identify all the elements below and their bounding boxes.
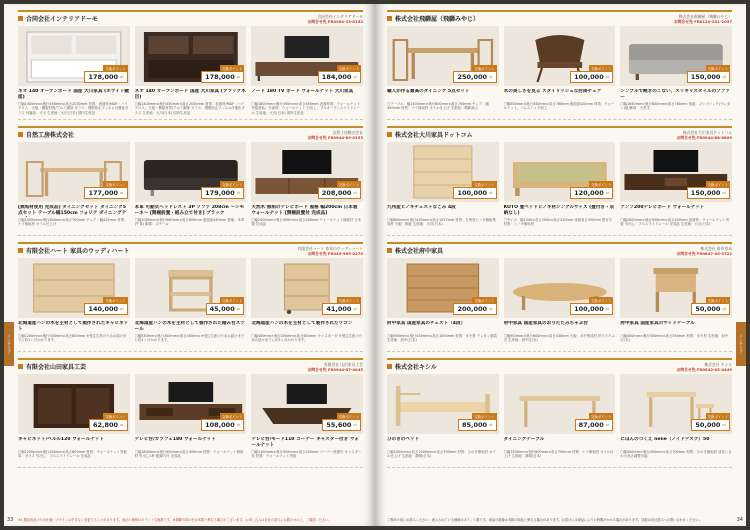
product-row: [18, 142, 363, 231]
product-name[interactable]: ネオ 140 オープンボード 国産 大川家具 (ブラック木目): [134, 89, 246, 100]
product-photo[interactable]: [18, 142, 130, 202]
point-label: 交換ポイント: [707, 67, 729, 71]
price-badge: [687, 187, 730, 199]
product-spec: □幅1400mm×奥行450mm×高さ2030mm 材質：表面材/MDF・ハイグロス、天板・側板材質/アルミ脚部 ガラス：飛散防止フィルム付強化ガラス 生産地：大川(日本) 国内生産品: [134, 102, 245, 115]
product-name[interactable]: ネオ 140 オープンボード 国産 大川家具 (ホワイト鏡面): [18, 89, 130, 100]
product-card[interactable]: [620, 142, 732, 231]
price-value: 178,000: [88, 73, 119, 81]
product-row: [387, 26, 732, 115]
product-name[interactable]: テレビ台/モード110 コーナー キャスター付き ウォールナット: [251, 437, 359, 448]
product-name[interactable]: 天然木 無垢のテレビボード 風格 幅200cm 日本製 ウォールナット [開梱設置付 完成品]: [251, 205, 358, 216]
pt-unit: pt: [489, 307, 493, 311]
product-name[interactable]: 府中家具 国産家具のチェスト（4段）: [387, 321, 466, 326]
product-spec: □幅1500mm×奥行800mm×高さ700mm チェア：幅435mm 材質：ナラ無垢材 オイル仕上げ: [18, 218, 128, 227]
page-number: 33: [7, 517, 14, 523]
pt-unit: pt: [353, 307, 358, 311]
bullet-icon: [387, 364, 392, 369]
vendor-title: [387, 130, 473, 139]
left-page: [4, 4, 375, 526]
point-label: 交換ポイント: [105, 183, 126, 187]
price-badge: [453, 71, 496, 83]
product-spec: □幅900mm×奥行600mm×高さ330mm 天板：タモ集成材 折りたたみ式 生産地：府中(日本): [503, 334, 615, 343]
vendor-title: [387, 14, 479, 23]
product-photo[interactable]: [135, 26, 247, 86]
pt-unit: pt: [353, 75, 358, 79]
point-label: 交換ポイント: [105, 299, 126, 303]
price-value: 179,000: [205, 189, 235, 197]
product-card[interactable]: [504, 374, 616, 463]
point-label: 交換ポイント: [591, 299, 612, 303]
product-card[interactable]: [251, 258, 363, 347]
product-photo[interactable]: [387, 258, 499, 318]
section-header: [18, 358, 363, 374]
product-name[interactable]: 北海道産ハンの木を主材として製作されたキャビネット: [18, 321, 129, 332]
product-spec: □幅1400mm×奥行450mm×高さ2030mm 材質：表面材/MDF・ハイグロス、天板・側板材質/アルミ脚部 ガラス：飛散防止フィルム付強化ガラス 付属品：ダボ 生産地：大川(日本) 国内生産品: [18, 102, 129, 115]
price-badge: [458, 419, 497, 431]
price-badge: [201, 419, 244, 431]
product-photo[interactable]: [251, 258, 363, 318]
point-label: 交換ポイント: [591, 183, 612, 187]
pt-unit: pt: [353, 423, 358, 427]
vendor-name: 有限会社山田家具工芸: [26, 364, 87, 371]
pt-unit: pt: [489, 191, 493, 195]
price-value: 120,000: [574, 189, 604, 197]
pt-unit: pt: [605, 75, 610, 79]
price-badge: [201, 71, 244, 83]
price-value: 250,000: [457, 73, 488, 81]
product-spec: □幅2000mm×奥行450mm×高さ420mm 表面材：ウォールナット突板 引出し：フルスライドレール 完成品 生産地：大川(日本): [620, 218, 730, 227]
point-label: 交換ポイント: [707, 183, 729, 187]
section-header: [387, 242, 732, 258]
product-row: [387, 258, 732, 347]
price-badge: [575, 419, 614, 431]
product-photo[interactable]: [620, 142, 732, 202]
price-value: 62,800: [92, 421, 119, 429]
product-spec: □幅800mm×奥行445mm×高さ1027mm 材質：九州産ヒノキ無垢集成材 天板：桐板 生産地：大川(日本): [387, 218, 496, 227]
pt-unit: pt: [236, 75, 241, 79]
point-label: 交換ポイント: [474, 299, 495, 303]
product-name[interactable]: アンソ200テレビボード ウォールナット: [620, 205, 705, 210]
product-card[interactable]: [620, 26, 732, 115]
product-name[interactable]: にほんのつくえ nene（ノイドデスク）50: [620, 437, 710, 442]
product-photo[interactable]: [504, 142, 616, 202]
page-number: 34: [736, 517, 743, 523]
product-card[interactable]: [504, 258, 616, 347]
product-spec: □幅900mm×奥行450mm×高さ1050mm 材質：タモ材 ウレタン塗装 生産地：府中(日本): [387, 334, 497, 343]
product-spec: □幅400mm×奥行300mm×高さ650mm キャスター付 ※受注生産のためお届けまでに約1ヶ月かかります。: [251, 334, 363, 343]
product-spec: □幅1200mm×奥行500mm×高さ850mm ※受注生産のためお届けまでに約1ヶ月かかります。: [18, 334, 127, 343]
price-badge: [318, 71, 361, 83]
price-value: 200,000: [457, 305, 488, 313]
vendor-phone: お問合せ先 FR0564-33-0152: [307, 19, 363, 24]
product-card[interactable]: [387, 374, 499, 463]
price-badge: [691, 419, 730, 431]
product-name[interactable]: 北海道産ハンの木を主材として製作されたワゴン: [251, 321, 353, 326]
product-photo[interactable]: [251, 26, 363, 86]
product-photo[interactable]: [18, 26, 130, 86]
price-badge: [318, 187, 361, 199]
product-name[interactable]: テレビ台/カラフェ180 ウォールナット: [134, 437, 216, 442]
price-value: 140,000: [88, 305, 119, 313]
price-badge: [687, 71, 730, 83]
product-photo[interactable]: [135, 374, 247, 434]
product-photo[interactable]: [18, 258, 130, 318]
product-card[interactable]: [387, 258, 499, 347]
product-spec: □幅550mm×奥行540mm×高さ760mm 座面高420mm 材質：ウォールナット、ノムストップ加工: [503, 102, 615, 111]
point-label: 交換ポイント: [222, 67, 243, 71]
vendor-meta-name: 株式会社 府中家具: [700, 246, 732, 251]
point-label: 交換ポイント: [474, 415, 495, 419]
price-value: 184,000: [321, 73, 352, 81]
vendor-meta-name: 株式会社 キシル: [704, 362, 732, 367]
product-photo[interactable]: [135, 258, 247, 318]
product-spec: □幅2000mm×奥行450mm×高さ400mm ウォールナット無垢材 日本製 完成品: [251, 218, 362, 227]
footer-note: ※1 製品改良のため仕様・デザインは予告なく変更することがあります。表記の価格はポイント交換数です。※掲載写真の色は実際と異なる場合がございます。お申し込みは各社の窓口にお問合せの上、ご確認ください。: [18, 517, 332, 522]
vendor-title: [18, 14, 98, 23]
pt-unit: pt: [722, 307, 727, 311]
vendor-title: [387, 246, 443, 255]
product-photo[interactable]: [387, 374, 499, 434]
price-badge: [570, 71, 613, 83]
product-name[interactable]: ダイニングテーブル: [503, 437, 545, 442]
product-card[interactable]: [251, 26, 363, 115]
vendor-phone: お問合せ先 FR0542-05-4449: [676, 367, 732, 372]
vendor-name: 株式会社大川家具ドットコム: [395, 132, 473, 139]
price-value: 55,600: [326, 421, 352, 429]
vendor-name: 株式会社飛騨屋（飛騨みやじ）: [395, 16, 480, 23]
vendor-section: [387, 358, 732, 468]
vendor-phone: お問合せ先 FR0944-47-4045: [307, 367, 363, 372]
bullet-icon: [18, 16, 23, 21]
footer-note: ご利用の前にお読みください：表示されている価格はポイント数です。商品の画像は実際の商品と異なる場合があります。お届けには商品によりお時間がかかる場合があります。詳細は各社窓口へお問い合わせください。: [387, 517, 702, 522]
point-label: 交換ポイント: [222, 183, 243, 187]
product-spec: □幅450mm×奥行350mm×高さ550mm 材質：タモ材 生産地：府中(日本): [620, 334, 729, 343]
product-spec: □幅2080mm×奥行960mm×高さ800mm 座面高440mm 張地：本革(牛革) 脚部：スチール: [134, 218, 245, 227]
catalog-spread: [4, 4, 746, 526]
price-value: 100,000: [574, 305, 604, 313]
product-card[interactable]: [620, 374, 732, 463]
vendor-phone: お問合せ先 FR045-985-0275: [307, 251, 363, 256]
price-value: 150,000: [690, 189, 721, 197]
vendor-section: [18, 242, 363, 352]
price-value: 87,000: [578, 421, 604, 429]
bullet-icon: [18, 364, 23, 369]
section-header: [387, 358, 732, 374]
point-label: 交換ポイント: [474, 67, 495, 71]
price-badge: [453, 303, 496, 315]
product-card[interactable]: [135, 142, 247, 231]
section-header: [18, 10, 363, 26]
product-card[interactable]: [135, 26, 247, 115]
product-row: [387, 374, 732, 463]
bullet-icon: [18, 132, 23, 137]
vendor-meta-name: 株式会社飛騨屋（飛騨みやじ）: [678, 14, 732, 19]
product-card[interactable]: [18, 374, 130, 463]
pt-unit: pt: [722, 191, 727, 195]
product-name[interactable]: 木の美しさを見る スタイリッシュな肘掛チェア: [503, 89, 602, 94]
vendor-meta-name: 株式会社大川家具ドットコム: [682, 130, 732, 135]
vendor-phone: お問合せ先 FR0944-88-8809: [676, 135, 732, 140]
pt-unit: pt: [236, 191, 241, 195]
point-label: 交換ポイント: [338, 183, 360, 187]
product-card[interactable]: [387, 142, 499, 231]
pt-unit: pt: [722, 423, 727, 427]
bullet-icon: [18, 248, 23, 253]
price-badge: [206, 303, 245, 315]
vendor-section: [18, 358, 363, 468]
vendor-name: 自然工房株式会社: [26, 132, 75, 139]
product-name[interactable]: 職人が作る最高のダイニング 5点セット: [387, 89, 470, 94]
price-value: 100,000: [457, 189, 488, 197]
vendor-title: [18, 246, 130, 255]
vendor-section: [18, 126, 363, 236]
vendor-meta-name: 有限会社ハート 家具のウッディハート: [297, 246, 363, 251]
point-label: 交換ポイント: [338, 67, 360, 71]
product-row: [387, 142, 732, 231]
pt-unit: pt: [236, 307, 241, 311]
product-card[interactable]: [504, 26, 616, 115]
product-spec: □サイズ：幅1000×長さ2000×高さ320mm 床面高さ350mm 畳付き 材質：ヒノキ無垢材: [503, 218, 613, 227]
product-spec: □幅1650mm×奥行800mm×高さ780mm 張地：ファブリック(ウレタン)地 脚部：天然木: [620, 102, 731, 111]
product-name[interactable]: シンプルで飽きのこない、スッキリスタイルのソファー: [620, 89, 730, 100]
vendor-title: [387, 362, 437, 371]
product-card[interactable]: [18, 26, 130, 115]
category-tab[interactable]: インテリア: [4, 322, 14, 366]
product-name[interactable]: KOTO 畳ベッドヒノキ材シングルサイズ (畳付き・収納なし): [503, 205, 615, 216]
pt-unit: pt: [722, 75, 727, 79]
product-photo[interactable]: [620, 374, 732, 434]
point-label: 交換ポイント: [338, 299, 360, 303]
product-photo[interactable]: [620, 258, 732, 318]
price-badge: [84, 187, 127, 199]
pt-unit: pt: [489, 75, 493, 79]
product-spec: □幅1200mm×奥行400mm×高さ800mm 材質：ウォールナット突板 扉：ガラス 引出し：フルスライドレール 完成品: [18, 450, 127, 459]
pt-unit: pt: [489, 423, 493, 427]
pt-unit: pt: [236, 423, 241, 427]
bullet-icon: [387, 248, 392, 253]
vendor-contact: [674, 14, 732, 24]
product-spec: □幅1500mm×奥行800mm×高さ700mm 材質：ナラ無垢材 オイル仕上げ 生産地：静岡(日本): [503, 450, 614, 459]
product-row: [18, 258, 363, 347]
product-photo[interactable]: [135, 142, 247, 202]
price-value: 177,000: [88, 189, 119, 197]
vendor-phone: お問合せ先 FR0944-89-0353: [307, 135, 363, 140]
price-value: 208,000: [321, 189, 352, 197]
pt-unit: pt: [120, 191, 124, 195]
point-label: 交換ポイント: [222, 299, 243, 303]
price-badge: [322, 303, 361, 315]
point-label: 交換ポイント: [707, 415, 729, 419]
product-photo[interactable]: [504, 374, 616, 434]
price-value: 178,000: [205, 73, 235, 81]
price-value: 150,000: [690, 73, 721, 81]
vendor-meta-name: 有限会社 山田家具工芸: [323, 362, 363, 367]
product-photo[interactable]: [504, 26, 616, 86]
product-row: [18, 26, 363, 115]
vendor-contact: [677, 130, 732, 140]
product-photo[interactable]: [504, 258, 616, 318]
pt-unit: pt: [605, 307, 610, 311]
product-card[interactable]: [251, 142, 363, 231]
point-label: 交換ポイント: [591, 67, 612, 71]
product-spec: □幅1100mm×奥行450mm×高さ450mm コーナー設置可 キャスター付 材質：ウォールナット突板: [251, 450, 362, 459]
point-label: 交換ポイント: [338, 415, 360, 419]
price-badge: [84, 71, 127, 83]
product-name[interactable]: 北海道産ハンの木を主材として製作された踏み台スツール: [134, 321, 245, 332]
price-badge: [201, 187, 244, 199]
pt-unit: pt: [605, 191, 610, 195]
product-spec: □幅530mm×奥行350mm×高さ450mm ※受注生産のためお届けまでに約1ヶ月かかります。: [134, 334, 245, 343]
vendor-contact: [677, 246, 732, 256]
product-card[interactable]: [135, 374, 247, 463]
vendor-name: 合同会社インテリアドーモ: [26, 16, 99, 23]
price-badge: [322, 419, 361, 431]
price-badge: [453, 187, 496, 199]
product-spec: □幅1000mm×長さ2000mm×高さ790mm 材質：ひのき無垢材 オイル仕上げ 生産地：静岡(日本): [387, 450, 496, 459]
product-spec: □幅1800mm×奥行450mm×高さ450mm 表面材質：ウォールナット突板塗装、木部材：ウォールナット 引出し：フルオープンスライドレール 生産地：大川(日本) 国内生産品: [251, 102, 361, 115]
vendor-title: [18, 130, 74, 139]
price-badge: [570, 187, 613, 199]
vendor-name: 株式会社キシル: [395, 364, 437, 371]
price-value: 50,000: [695, 305, 721, 313]
price-badge: [84, 303, 127, 315]
pt-unit: pt: [120, 75, 124, 79]
product-name[interactable]: 府中家具 国産家具のサイドテーブル: [620, 321, 695, 326]
product-spec: □幅1800mm×奥行450mm×高さ400mm 材質：ウォールナット無垢材 引出し2杯 配線穴付 完成品: [134, 450, 244, 459]
product-spec: □テーブル：幅1500mm×奥行800mm×高さ700mm チェア：幅450mm 材質：ナラ無垢材 オイル仕上げ 生産地：飛騨高山: [387, 102, 489, 111]
price-value: 41,000: [326, 305, 352, 313]
bullet-icon: [387, 16, 392, 21]
vendor-meta-name: 自然工房株式会社: [332, 130, 363, 135]
section-header: [387, 10, 732, 26]
product-photo[interactable]: [620, 26, 732, 86]
product-card[interactable]: [135, 258, 247, 347]
product-name[interactable]: 九州産ヒノキチェストなごみ 4段: [387, 205, 456, 210]
pt-unit: pt: [605, 423, 610, 427]
vendor-section: [387, 126, 732, 236]
product-photo[interactable]: [387, 142, 499, 202]
price-value: 108,000: [205, 421, 235, 429]
pt-unit: pt: [353, 191, 358, 195]
vendor-contact: [308, 362, 363, 372]
bullet-icon: [387, 132, 392, 137]
product-card[interactable]: [251, 374, 363, 463]
point-label: 交換ポイント: [474, 183, 495, 187]
point-label: 交換ポイント: [591, 415, 612, 419]
vendor-contact: [308, 130, 363, 140]
price-value: 85,000: [461, 421, 488, 429]
price-value: 50,000: [695, 421, 721, 429]
vendor-section: [387, 242, 732, 352]
product-name[interactable]: [無垢材使用 完成品] ダイニングセット ダイニング5点セット テーブル幅150cm フォリア ダイニングテ: [18, 205, 127, 216]
vendor-title: [18, 362, 86, 371]
product-name[interactable]: ノード 180 TV ボード ウォールナット 大川家具: [251, 89, 354, 94]
product-photo[interactable]: [18, 374, 130, 434]
product-photo[interactable]: [387, 26, 499, 86]
price-value: 45,000: [209, 305, 235, 313]
section-header: [387, 126, 732, 142]
vendor-meta-name: 合同会社インテリアドーモ: [317, 14, 363, 19]
price-badge: [691, 303, 730, 315]
product-spec: □幅500mm×奥行450mm×高さ700mm 材質：ひのき無垢材 成長に合わせ高さ調整可能: [620, 450, 732, 459]
vendor-contact: [308, 14, 363, 24]
right-page: [375, 4, 746, 526]
vendor-section: [18, 10, 363, 120]
product-name[interactable]: キャビネット/ベルル120 ウォールナット: [18, 437, 104, 442]
vendor-name: 有限会社ハート 家具のウッディハート: [26, 248, 130, 255]
product-card[interactable]: [18, 142, 130, 231]
section-header: [18, 242, 363, 258]
price-badge: [570, 303, 613, 315]
section-header: [18, 126, 363, 142]
vendor-phone: お問合せ先 FR0847-45-3722: [676, 251, 732, 256]
vendor-phone: お問合せ先 FR0120-251-2037: [673, 19, 732, 24]
point-label: 交換ポイント: [105, 415, 126, 419]
product-card[interactable]: [387, 26, 499, 115]
point-label: 交換ポイント: [222, 415, 243, 419]
product-card[interactable]: [18, 258, 130, 347]
vendor-contact: [677, 362, 732, 372]
product-name[interactable]: 府中家具 国産家具のおりたたみちゃぶ台: [503, 321, 588, 326]
product-photo[interactable]: [251, 374, 363, 434]
price-value: 100,000: [574, 73, 604, 81]
vendor-contact: [298, 246, 363, 256]
pt-unit: pt: [120, 307, 124, 311]
price-badge: [89, 419, 128, 431]
pt-unit: pt: [120, 423, 124, 427]
product-name[interactable]: 本革 可動式ヘッドレスト 3P ソファ 208cm ～シモーネ～ [開梱設置・組み立て付き] ブラック: [134, 205, 245, 216]
vendor-name: 株式会社府中家具: [395, 248, 444, 255]
product-photo[interactable]: [251, 142, 363, 202]
product-name[interactable]: ひのきのベッド: [387, 437, 420, 442]
product-card[interactable]: [504, 142, 616, 231]
product-card[interactable]: [620, 258, 732, 347]
category-tab[interactable]: インテリア: [736, 322, 746, 366]
point-label: 交換ポイント: [105, 67, 126, 71]
product-row: [18, 374, 363, 463]
vendor-section: [387, 10, 732, 120]
point-label: 交換ポイント: [707, 299, 729, 303]
